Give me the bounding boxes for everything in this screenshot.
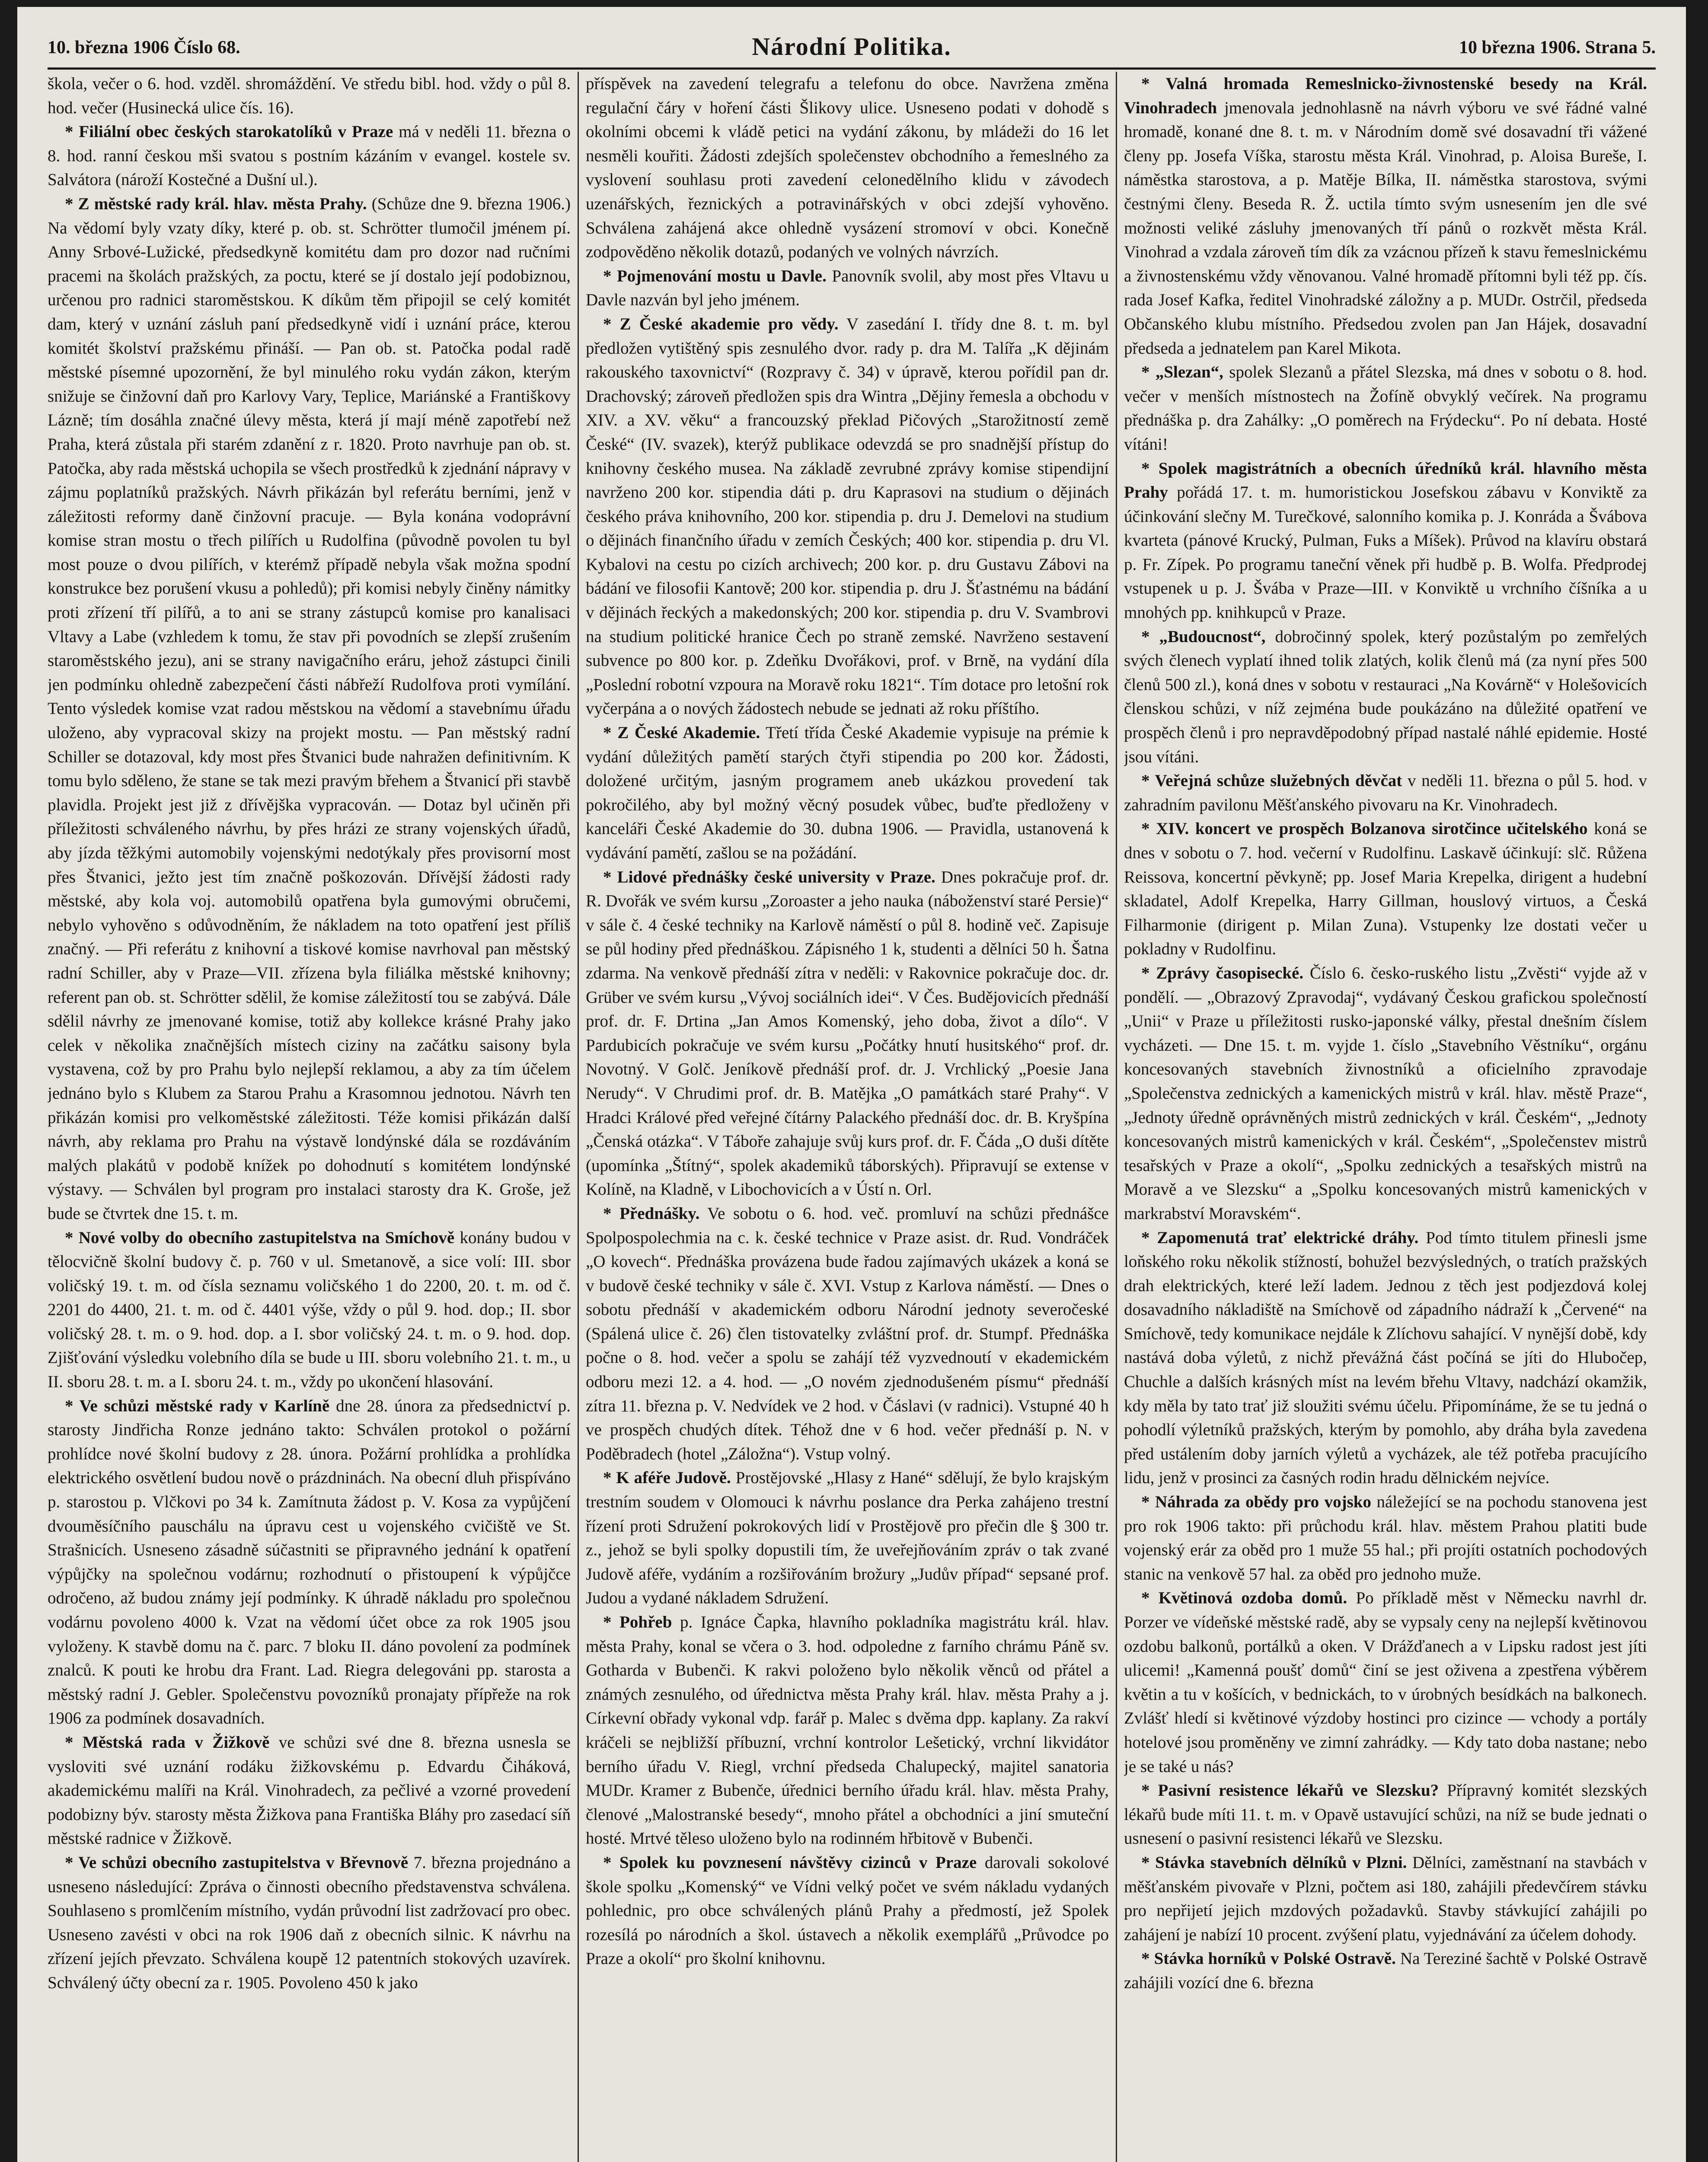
- article-paragraph: [1124, 1490, 1647, 1586]
- article-paragraph: [1124, 1586, 1647, 1778]
- article-text: má v neděli 11. března o 8. hod. ranní českou mši svatou s postním kázáním v evangel. kostele sv. Salvátora (nároží Kostečné a Dušní ul.).: [48, 122, 571, 189]
- article-paragraph: [586, 1466, 1109, 1610]
- article-paragraph: [586, 1202, 1109, 1466]
- article-heading: * Spolek magistrátních a obecních úředníků král. hlavního města Prahy: [1124, 459, 1647, 502]
- article-heading: * Pasivní resistence lékařů ve Slezsku?: [1141, 1781, 1439, 1800]
- article-text: darovali sokolové škole spolku „Komenský“ ve Vídni velký počet ve svém nákladu vydaných pohlednic, pro obce schválených plánů Prahy a předmostí, jež Spolek rozesílá po národních a škol. ústavech a několik exemplářů „Průvodce po Praze a okolí“ pro školní knihovnu.: [586, 1853, 1109, 1968]
- article-heading: * Přednášky.: [603, 1204, 700, 1223]
- article-heading: * Pojmenování mostu u Davle.: [603, 266, 827, 285]
- column-divider: [578, 72, 579, 2162]
- article-text: Prostějovské „Hlasy z Hané“ sdělují, že bylo krajským trestním soudem v Olomouci k návrhu poslance dra Perka zahájeno trestní řízení proti Sdružení pokrokových lidí v Prostějově pro přečin dle § 300 tr. z., jehož se byli spolky dopustili tím, že uveřejňováním zpráv o tak zvané Judově aféře, vydáním a rozšiřováním brožury „Judův případ“ sepsané prof. Judou a vydané nákladem Sdružení.: [586, 1468, 1109, 1608]
- page-header: [48, 32, 1656, 62]
- article-text: Na Tereziné šachtě v Polské Ostravě zahájili vozící dne 6. března: [1124, 1949, 1647, 1992]
- article-heading: * Pohřeb: [603, 1613, 672, 1631]
- article-text: Dnes pokračuje prof. dr. R. Dvořák ve svém kursu „Zoroaster a jeho nauka (náboženství staré Persie)“ v sále č. 4 české techniky na Karlově náměstí o půl 8. hodině več. Zapisuje se půl hodiny před přednáškou. Zápisného 1 k, studenti a dělníci 50 h. Šatna zdarma. Na venkově přednáší zítra v neděli: v Rakovnice pokračuje doc. dr. Grüber ve svém kursu „Vývoj sociálních idei“. V Čes. Budějovicích přednáší prof. dr. F. Drtina „Jan Amos Komenský, jeho doba, život a dílo“. V Pardubicích pokračuje ve svém kursu „Počátky hnutí husitského“ prof. dr. Novotný. V Golč. Jeníkově přednáší prof. dr. J. Vrchlický „Poesie Jana Nerudy“. V Chrudimi prof. dr. B. Matějka „O památkách staré Prahy“. V Hradci Králové před veřejné čítárny Palackého přednáší doc. dr. B. Kryšpína „Čenská otázka“. V Táboře zahajuje svůj kurs prof. dr. F. Čáda „O duši dítěte (upomínka „Štítný“, spolek akademiků táborských). Připravují se extense v Kolíně, na Kladně, v Libochovicích a v Ústí n. Orl.: [586, 867, 1109, 1199]
- article-text: pořádá 17. t. m. humoristickou Josefskou zábavu v Konviktě za účinkování slečny M. Turečkové, salonního komika p. J. Konráda a Švábova kvarteta (pánové Krucký, Pulman, Fuks a Míšek). Průvod na klavíru obstará p. Fr. Zípek. Po programu taneční věnek při hudbě p. B. Wolfa. Předprodej vstupenek u p. J. Švába v Praze—III. v Konviktě u vrchního číšníka a u mnohých pp. knihkupců v Praze.: [1124, 483, 1647, 622]
- article-paragraph: [48, 192, 571, 1226]
- column-1: [48, 72, 571, 2162]
- header-date-page: 10 března 1906. Strana 5.: [1459, 38, 1656, 58]
- article-paragraph: [48, 1851, 571, 1995]
- article-heading: * Ve schůzi městské rady v Karlíně: [65, 1396, 330, 1415]
- article-paragraph: [586, 1851, 1109, 1971]
- article-text: (Schůze dne 9. března 1906.) Na vědomí byly vzaty díky, které p. ob. st. Schrötter tlumočil jménem pí. Anny Srbové-Lužické, předsedkyně komitétu dam pro dozor nad ručními pracemi na školách pražských, za poctu, které se jí dostalo její podobiznou, určenou pro radnici staroměstskou. K díkům těm připojil se celý komitét dam, který v uznání zásluh paní předsedkyně vidí i uznání práce, kterou komitét školství pražskému přináší. — Pan ob. st. Patočka podal radě městské písemné upozornění, že byl minulého roku vydán zákon, kterým snižuje se činžovní daň pro Karlovy Vary, Teplice, Mariánské a Františkovy Lázně; tím dosáhla značné úlevy města, která jí mají méně zapotřebí než Praha, která zůstala při starém zdanění z r. 1820. Proto navrhuje pan ob. st. Patočka, aby rada městská uchopila se všech prostředků k zjednání nápravy v zájmu poplatníků pražských. Návrh přikázán byl referátu berními, jenž v záležitosti reformy daně činžovní pracuje. — Byla konána vodoprávní komise stran mostu o třech pilířích u Rudolfina (původně povolen tu byl most pouze o dvou pilířích, v kterémž případě nebyla však možna spodní konstrukce bez porušení vkusu a pohledů); při komisi nebyly činěny námitky proti zřízení tří pilířů, a to ani se strany zástupců komise pro kanalisaci Vltavy a Labe (vzhledem k tomu, že stav při povodních se zlepší zrušením staroměstského jezu), ani se strany navigačního eráru, jehož zástupci činili jen podmínku ohledně zabezpečení části nábřeží Rudolfova proti vymílání. Tento výsledek komise vzat radou městskou na vědomí a stavebnímu úřadu uloženo, aby vypracoval skizy na projekt mostu. — Pan městský radní Schiller se dotazoval, kdy most přes Štvanici bude nahražen definitivním. K tomu bylo sděleno, že stane se tak mezi pravým břehem a Štvanicí při stavbě plavidla. Projekt jest již z dřívějška vypracován. — Dotaz byl učiněn při příležitosti schváleného návrhu, by přes hrázi ze strany vojenských úřadů, aby jízda těžkými automobily vojenskými nedotýkaly přes provisorní most přes Štvanici, ježto jest tím značně poškozován. Dřívější žádosti rady městské, aby kola voj. automobilů opatřena byla gumovými obručemi, nebylo vyhověno s odůvodněním, že nákladem na toto opatření jest příliš značný. — Při referátu z knihovní a tiskové komise navrhoval pan městský radní Schiller, aby v Praze—VII. zřízena byla filiálka městské knihovny; referent pan ob. st. Schrötter sdělil, že komise záležitostí tou se zabývá. Dále sdělil návrhy ze jmenované komise, totiž aby kollekce krásné Prahy jako celek v několika značnějších místech ciziny na začátku saisony byla vystavena, což by pro Prahu bylo nejlepší reklamou, a aby za tím účelem jednáno bylo s Klubem za Starou Prahu a Krasomnou jednotou. Návrh ten přikázán komisi pro velkoměstské záležitosti. Téže komisi přikázán další návrh, aby reklama pro Prahu na výstavě londýnské dála se rozdáváním malých plakátů v podobě knížek po dohodnutí s komitétem londýnské výstavy. — Schválen byl program pro instalaci starosty dra K. Groše, jež bude se čtvrtek dne 15. t. m.: [48, 194, 571, 1223]
- article-heading: * „Budoucnost“,: [1141, 627, 1266, 646]
- article-paragraph: [1124, 360, 1647, 456]
- article-paragraph: [1124, 961, 1647, 1226]
- header-date-issue: 10. března 1906 Číslo 68.: [48, 38, 240, 58]
- article-paragraph: [586, 865, 1109, 1202]
- article-paragraph: [1124, 1778, 1647, 1851]
- article-paragraph: [1124, 1851, 1647, 1947]
- article-heading: * Lidové přednášky české university v Praze.: [603, 867, 935, 886]
- article-paragraph: [48, 72, 571, 120]
- article-text: náležející se na pochodu stanovena jest pro rok 1906 takto: při průchodu král. hlav. městem Prahou platiti bude vojenský erár za oběd pro 1 muže 55 hal.; při projíti ostatních pochodových stanic na venkově 57 hal. za oběd pro jednoho muže.: [1124, 1493, 1647, 1583]
- article-paragraph: [48, 1226, 571, 1394]
- article-text: dne 28. února za předsednictví p. starosty Jindřicha Ronze jednáno takto: Schválen protokol o požární prohlídce nové školní budovy z 28. února. Požární prohlídka a prohlídka elektrického osvětlení budou nově o prázdninách. Na obecní dluh přispíváno p. starostou p. Vlčkovi po 34 k. Zamítnuta žádost p. V. Kosa za vypůjčení dvouměsíčního pauschálu na úpravu cest u vojenského cvičiště ve St. Strašnicích. Usneseno zásadně súčastniti se připravného jednání k opatření výpůjčky na společnou vodárnu; rozhodnutí o přistoupení k výpůjčce odročeno, až budou známy její podmínky. K úhradě nákladu pro společnou vodárnu povoleno 4000 k. Vzat na vědomí účet obce za rok 1905 jsou vyloženy. K stavbě domu na č. parc. 7 bloku II. dáno povolení za podmínek znalců. K pouti ke hrobu dra Frant. Lad. Riegra delegováni pp. starosta a městský radní J. Gebler. Společenstvu povozníků pronajaty přípřeže na rok 1906 za podmínek dosavadních.: [48, 1396, 571, 1728]
- article-text: Ve sobotu o 6. hod. več. promluví na schůzi přednášce Spolpospolechmia na c. k. české technice v Praze asist. dr. Rud. Vondráček „O kovech“. Přednáška provázena bude řadou zajímavých ukázek a koná se v budově české techniky v sále č. XVI. Vstup z Karlova náměstí. — Dnes o sobotu přednáší v akademickém odboru Národní jednoty severočeské (Spálená ulice č. 26) člen tistovatelky zvláštní prof. dr. Stumpf. Přednáška počne o 8. hod. večer a spolu se zahájí též vyzvednoutí v ekademickém odboru mezi 12. a 4. hod. — „O novém zjednodušeném písmu“ přednáší zítra 11. března p. V. Nedvídek ve 2 hod. v Čáslavi (v radnici). Vstupné 40 h ve prospěch chudých dítek. Téhož dne v 6 hod. večer přednáší p. N. v Poděbradech (hotel „Záložna“). Vstup volný.: [586, 1204, 1109, 1463]
- article-text: V zasedání I. třídy dne 8. t. m. byl předložen vytištěný spis zesnulého dvor. rady p. dra M. Talířa „K dějinám rakouského taxovnictví“ (Rozpravy č. 34) v úpravě, kterou pořídil pan dr. Drachovský; zároveň předložen spis dra Wintra „Dějiny řemesla a obchodu v XIV. a XV. věku“ a francouzský překlad Pičových „Starožitností země České“ (IV. svazek), kterýž publikace odevzdá se pro snadnější přístup do knihovny českého musea. Na základě zevrubné zprávy komise stipendijní navrženo 200 kor. stipendia dáti p. dru Kaprasovi na studium o dějinách českého práva knihovního, 200 kor. stipendia p. dru J. Demelovi na studium o dějinách finančního úřadu v zemích Českých; 400 kor. stipendia p. dru Vl. Kybalovi na cestu po cizích archivech; 200 kor. p. dru Gustavu Zábovi na bádání ve filosofii Kantově; 200 kor. stipendia p. dru J. Šťastnému na bádání v dějinách řeckých a makedonských; 200 kor. stipendia p. dru V. Svambrovi na studium politické hranice Čech po straně zemské. Navrženo sestavení subvence po 800 kor. p. Zdeňku Dvořákovi, prof. v Brně, na vydání díla „Poslední robotní vzpoura na Moravě roku 1821“. Tím dotace pro letošní rok vyčerpána a o nových žádostech nebude se jednati až roku příštího.: [586, 314, 1109, 718]
- article-paragraph: [1124, 72, 1647, 360]
- article-heading: * Z městské rady král. hlav. města Prahy.: [65, 194, 367, 213]
- article-heading: * „Slezan“,: [1141, 363, 1223, 382]
- column-2: [586, 72, 1109, 2162]
- article-heading: * Z České Akademie.: [603, 723, 760, 742]
- article-heading: * Spolek ku povznesení návštěvy cizinců v Praze: [603, 1853, 977, 1872]
- article-text: Číslo 6. česko-ruského listu „Zvěsti“ vyjde až v pondělí. — „Obrazový Zpravodaj“, vydávaný Českou grafickou společností „Unii“ v Praze u příležitosti rusko-japonské války, přestal dnešním číslem vycházeti. — Dne 15. t. m. vyjde 1. číslo „Stavebního Věstníku“, orgánu koncesovaných stavebních živnostníků a oficielního zpravodaje „Společenstva zednických a kamenických mistrů v král. hlav. městě Praze“, „Jednoty úředně oprávněných mistrů zednických v král. Českém“, „Jednoty koncesovaných mistrů kamenických v král. Českém“, „Společenstev mistrů tesařských v Praze a okolí“, „Spolku zednických a tesařských mistrů na Moravě a ve Slezsku“ a „Spolku koncesovaných mistrů kamenických v markrabství Moravském“.: [1124, 963, 1647, 1223]
- article-text: 7. března projednáno a usneseno následující: Zpráva o činnosti obecního představenstva schválena. Souhlaseno s promlčením místního, vydán průvodní list zadržovací pro obec. Usneseno zavésti v obci na rok 1906 daň z obecních silnic. K návrhu na zřízení jejích převzato. Schválena koupě 12 patentních stokových uzavírek. Schválený účty obecní za r. 1905. Povoleno 450 k jako: [48, 1853, 571, 1992]
- column-divider: [1116, 72, 1117, 2162]
- article-heading: * Valná hromada Remeslnicko-živnostenské besedy na Král. Vinohradech: [1124, 74, 1647, 117]
- article-text: škola, večer o 6. hod. vzděl. shromáždění. Ve středu bibl. hod. vždy o půl 8. hod. večer (Husinecká ulice čís. 16).: [48, 74, 571, 117]
- article-paragraph: [586, 1610, 1109, 1851]
- article-text: jmenovala jednohlasně na návrh výboru ve své řádné valné hromadě, konané dne 8. t. m. v Národním domě své dosavadní tři vážené členy pp. Josefa Víška, starostu města Král. Vinohrad, p. Aloisa Bureše, I. náměstka starostova, a p. Matěje Bílka, II. náměstka starostova, svými čestnými členy. Beseda R. Ž. uctila tímto svým usnesením jen dle své možnosti veliké zásluhy jmenovaných tří pánů o rozkvět města Král. Vinohrad a vzdala zároveň tím dík za vzácnou přízeň k stavu řemeslnickému a živnostenskému vždy věnovanou. Valné hromadě přítomni byli též pp. čís. rada Josef Kafka, ředitel Vinohradské záložny a p. MUDr. Ostrčil, předseda Občanského klubu místního. Předsedou zvolen pan Jan Hájek, dosavadní předseda a jednatelem pan Karel Mikota.: [1124, 98, 1647, 358]
- article-heading: * Stávka stavebních dělníků v Plzni.: [1141, 1853, 1407, 1872]
- article-heading: * Zprávy časopisecké.: [1141, 963, 1304, 982]
- article-heading: * Ve schůzi obecního zastupitelstva v Břevnově: [65, 1853, 409, 1872]
- article-text: Pod tímto titulem přinesli jsme loňského roku několik stížností, bohužel bezvýsledných, o tratích pražských drah elektrických, které leží ladem. Jednou z těch jest podjezdová kolej dosavadního nákladiště na Smíchově od západního nádraží k „Červené“ na Smíchově, tedy komunikace nejdále k Zlíchovu sahající. V nynější době, kdy nastává doba výletů, z nichž převážná část počíná se jíti do Hlubočep, Chuchle a dalších krásných míst na levém břehu Vltavy, nadchází okamžik, kdy měla by tato trať již sloužiti svému účelu. Připomínáme, že se tu jedná o pohodlí výletníků pražských, kterým by pomohlo, aby dráha byla zavedena před ustálením doby jarních výletů a vycházek, ale též potřeba pracujícího lidu, jenž v prosinci za časných rodin hradu dělnickém nejvíce.: [1124, 1228, 1647, 1487]
- article-paragraph: [48, 120, 571, 192]
- article-paragraph: [1124, 457, 1647, 625]
- article-text: Dělníci, zaměstnaní na stavbách v měšťanském pivovaře v Plzni, počtem asi 180, zahájili předevčírem stávku pro nepřijetí jejich mzdových požadavků. Stavby stávkující zahájili po zahájení je nabízí 10 procent. zvýšení platu, vyjednávání za účelem dohody.: [1124, 1853, 1647, 1944]
- article-heading: * Z České akademie pro vědy.: [603, 314, 839, 333]
- article-heading: * Květinová ozdoba domů.: [1141, 1589, 1347, 1608]
- article-text: spolek Slezanů a přátel Slezska, má dnes v sobotu o 8. hod. večer v menších místnostech na Žofíně obvyklý večírek. Na programu přednáška p. dra Zahálky: „O poměrech na Frýdecku“. Po ní debata. Hosté vítáni!: [1124, 363, 1647, 454]
- column-3: [1124, 72, 1647, 2162]
- article-text: koná se dnes v sobotu o 7. hod. večerní v Rudolfinu. Laskavě účinkují: slč. Růžena Reissova, koncertní pěvkyně; pp. Josef Maria Krepelka, dirigent a hudební skladatel, Adolf Krepelka, Harry Gillman, houslový virtuos, a Česká Filharmonie (dirigent p. Milan Zuna). Vstupenky lze dostati večer u pokladny v Rudolfinu.: [1124, 819, 1647, 959]
- article-heading: * Filiální obec českých starokatolíků v Praze: [65, 122, 393, 141]
- masthead-title: Národní Politika.: [752, 32, 951, 61]
- text-columns: [48, 72, 1656, 2162]
- article-heading: * Náhrada za obědy pro vojsko: [1141, 1493, 1371, 1512]
- article-text: p. Ignáce Čapka, hlavního pokladníka magistrátu král. hlav. města Prahy, konal se včera o 3. hod. odpoledne z farního chrámu Páně sv. Gotharda v Bubenči. K rakvi položeno bylo několik věnců od přátel a známých zesnulého, od úřednictva města Prahy král. hlav. města Prahy a j. Církevní obřady vykonal vdp. farář p. Malec s dvěma dpp. kaplany. Za rakví kráčeli se nejbližší příbuzní, vrchní kontrolor Lešetický, vrchní likvidátor berního úřadu V. Riegl, vrchní předseda Chalupecký, majitel sanatoria MUDr. Kramer z Bubenče, úřednici berního úřadu král. hlav. města Prahy, členové „Malostranské besedy“, mnoho přátel a obchodníci a jiní smuteční hosté. Mrtvé těleso uloženo bylo na rodinném hřbitově v Bubenči.: [586, 1613, 1109, 1848]
- article-heading: * Veřejná schůze služebných děvčat: [1141, 771, 1402, 790]
- article-heading: * XIV. koncert ve prospěch Bolzanova sirotčince učitelského: [1141, 819, 1588, 838]
- article-paragraph: [48, 1730, 571, 1851]
- article-text: Panovník svolil, aby most přes Vltavu u Davle nazván byl jeho jménem.: [586, 266, 1109, 310]
- article-paragraph: [586, 72, 1109, 264]
- article-text: dobročinný spolek, který pozůstalým po zemřelých svých členech vyplatí ihned tolik zlatých, kolik členů má (za nyní přes 500 členů 500 zl.), koná dnes v sobotu v restauraci „Na Kovárně“ v Holešovicích členskou schůzi, v níž zejména bude poukázáno na důležité opatření ve prospěch členů i pro nepravděpodobný případ nastalé náhlé epidemie. Hosté jsou vítáni.: [1124, 627, 1647, 766]
- article-paragraph: [1124, 769, 1647, 817]
- article-text: Přípravný komitét slezských lékařů bude míti 11. t. m. v Opavě ustavující schůzi, na níž se bude jednati o usnesení o pasivní resistenci lékařů ve Slezsku.: [1124, 1781, 1647, 1848]
- article-paragraph: [586, 312, 1109, 721]
- article-paragraph: [1124, 1947, 1647, 1995]
- article-heading: * Stávka horníků v Polské Ostravě.: [1141, 1949, 1396, 1968]
- article-text: konány budou v tělocvičně školní budovy č. p. 760 v ul. Smetanově, a sice volí: III. sbor voličský 19. t. m. od čísla seznamu voličského 1 do 2200, 20. t. m. od č. 2201 do 4400, 21. t. m. od č. 4401 výše, vždy o půl 9. hod. dop.; II. sbor voličský 28. t. m. o 9. hod. dop. a I. sbor voličský 24. t. m. o 9. hod. dop. Zjišťování výsledku volebního díla se bude u III. sboru volebního 21. t. m., u II. sboru 28. t. m. a I. sboru 24. t. m., vždy po ukončení hlasování.: [48, 1228, 571, 1391]
- article-paragraph: [586, 264, 1109, 312]
- article-text: ve schůzi své dne 8. března usnesla se vysloviti své uznání rodáku žižkovskému p. Edvardu Čiháková, akademickému malíři na Král. Vinohradech, za pečlivé a vzorné provedení podobizny býv. starosty města Žižkova pana Františka Bláhy pro zasedací síň městské radnice v Žižkově.: [48, 1733, 571, 1848]
- article-text: příspěvek na zavedení telegrafu a telefonu do obce. Navržena změna regulační čáry v hoření části Šlikovy ulice. Usneseno podati v dohodě s okolními obcemi k vládě petici na vydání zákonu, by mládeži do 16 let nesměli kouřiti. Žádosti zdejších společenstev obchodního a řemeslného za vyslovení souhlasu proti zavedení celonedělního klidu v závodech uzenářských, řeznických a potravinářských v obci zdejší vyhověno. Schválena zahájená akce ohledně vysázení stromoví v obci. Konečně zodpověděno několik dotazů, podaných ve volných návrzích.: [586, 74, 1109, 262]
- article-heading: * Zapomenutá trať elektrické dráhy.: [1141, 1228, 1419, 1247]
- article-paragraph: [48, 1394, 571, 1730]
- article-text: v neděli 11. března o půl 5. hod. v zahradním pavilonu Měšťanského pivovaru na Kr. Vinohradech.: [1124, 771, 1647, 814]
- article-paragraph: [1124, 625, 1647, 769]
- article-heading: * Nové volby do obecního zastupitelstva na Smíchově: [65, 1228, 455, 1247]
- article-paragraph: [1124, 817, 1647, 961]
- article-text: Třetí třída České Akademie vypisuje na prémie k vydání důležitých pamětí starých čtyři stipendia po 200 kor. Žádosti, doložené určitým, jasným programem aneb ukázkou provedení tak pokročilého, aby byl možný věcný posudek vůbec, buďte předloženy v kanceláři České Akademie do 30. dubna 1906. — Pravidla, ustanovená k vydávání pamětí, zašlou se na požádání.: [586, 723, 1109, 862]
- article-heading: * K aféře Judově.: [603, 1468, 731, 1487]
- article-heading: * Městská rada v Žižkově: [65, 1733, 270, 1752]
- article-paragraph: [586, 721, 1109, 865]
- header-rule: [48, 67, 1656, 70]
- article-paragraph: [1124, 1226, 1647, 1490]
- article-text: Po příkladě měst v Německu navrhl dr. Porzer ve vídeňské městské radě, aby se vypsaly ceny na nejlepší květinovou ozdobu balkonů, portálků a oken. V Drážďanech a v Lipsku radost jest jíti ulicemi! „Kamenná poušť domů“ činí se jest oživena a zpestřena výběrem květin a tu v košících, v bednickách, to v úrobných besídkách na balkonech. Zvlášť hledí si květinové výzdoby hostinci pro cizince — vchody a portály hotelové jsou proměněny ve zimní zahrádky. — Kdy tato doba nastane; nebo je se také u nás?: [1124, 1589, 1647, 1776]
- newspaper-page: [17, 7, 1686, 2162]
